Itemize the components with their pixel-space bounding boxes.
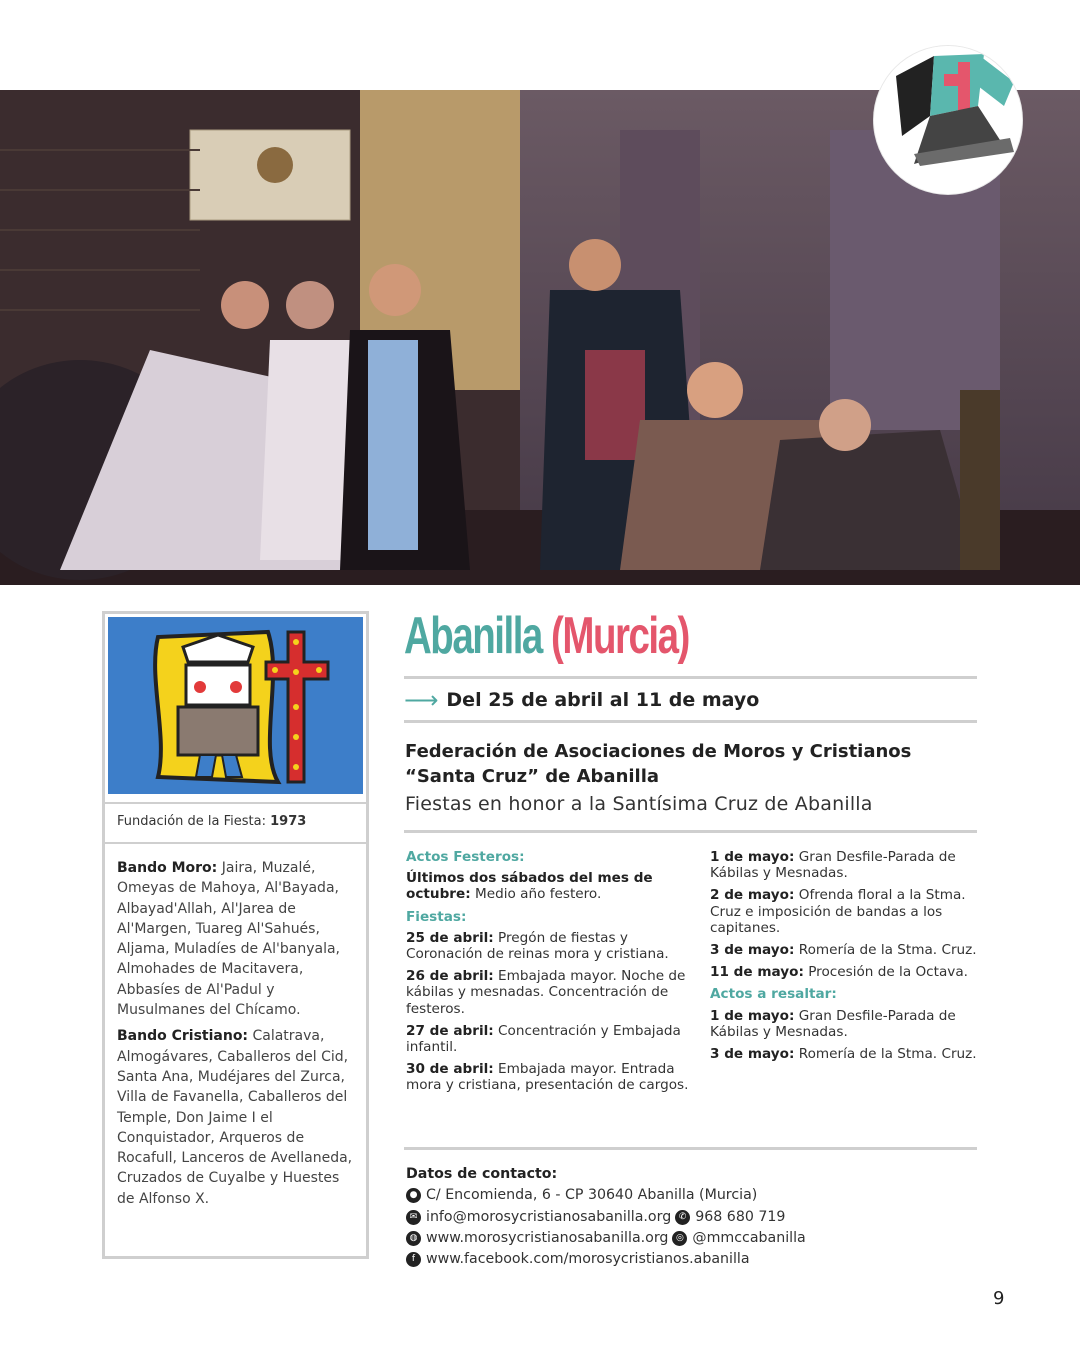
divider xyxy=(404,676,977,679)
address-text: C/ Encomienda, 6 - CP 30640 Abanilla (Murcia) xyxy=(426,1187,758,1204)
contact-section xyxy=(406,1164,981,1270)
foundation-year-value: 1973 xyxy=(270,814,307,829)
item-text: Procesión de la Octava. xyxy=(803,964,968,981)
item-text: Romería de la Stma. Cruz. xyxy=(794,1046,977,1063)
bando-moro xyxy=(117,858,357,1020)
list-item xyxy=(710,942,980,958)
email-link[interactable]: info@morosycristianosabanilla.org xyxy=(426,1208,672,1225)
website-link[interactable]: www.morosycristianosabanilla.org xyxy=(426,1229,669,1246)
item-text: Concentración y Embajada infantil. xyxy=(406,1022,681,1056)
list-item xyxy=(406,1061,696,1093)
list-item xyxy=(406,930,696,962)
contact-facebook xyxy=(406,1249,981,1270)
bandos-list xyxy=(117,858,357,1215)
item-date: 3 de mayo: xyxy=(710,1046,795,1063)
bando-cristiano xyxy=(117,1026,357,1209)
contact-address xyxy=(406,1185,981,1206)
list-item xyxy=(710,1046,980,1062)
list-item xyxy=(406,1023,696,1055)
bando-moro-label: Bando Moro: xyxy=(117,860,218,876)
section-fiestas: Fiestas: xyxy=(406,908,467,925)
foundation-label: Fundación de la Fiesta: xyxy=(117,814,266,829)
section-actos-festeros: Actos Festeros: xyxy=(406,849,525,865)
item-text: Pregón de fiestas y Coronación de reinas mora y cristiana. xyxy=(406,929,669,963)
contact-email-phone xyxy=(406,1207,981,1228)
program-column-left xyxy=(406,849,696,1100)
instagram-link[interactable]: @mmccabanilla xyxy=(692,1229,806,1246)
dates-text: Del 25 de abril al 11 de mayo xyxy=(446,689,760,711)
contact-web-instagram xyxy=(406,1228,981,1249)
program-column-right xyxy=(710,849,980,1068)
globe-icon: ◍ xyxy=(406,1231,421,1246)
title-region: (Murcia) xyxy=(551,607,689,665)
email-icon: ✉ xyxy=(406,1210,421,1225)
list-item xyxy=(710,1008,980,1040)
item-date: 27 de abril: xyxy=(406,1022,494,1039)
list-item xyxy=(406,968,696,1017)
item-date: Últimos dos sábados del mes de octubre: xyxy=(406,870,653,903)
facebook-link[interactable]: www.facebook.com/morosycristianos.abanilla xyxy=(426,1251,750,1268)
divider xyxy=(404,830,977,833)
item-date: 11 de mayo: xyxy=(710,964,804,981)
item-text: Embajada mayor. Entrada mora y cristiana, presentación de cargos. xyxy=(406,1061,689,1094)
facebook-icon: f xyxy=(406,1252,421,1267)
organization-name: Federación de Asociaciones de Moros y Cristianos “Santa Cruz” de Abanilla xyxy=(405,741,912,787)
divider xyxy=(404,1147,977,1150)
item-date: 3 de mayo: xyxy=(710,942,795,959)
contact-heading: Datos de contacto: xyxy=(406,1166,558,1182)
item-date: 1 de mayo: xyxy=(710,849,795,865)
arrow-right-icon: ⟶ xyxy=(404,686,439,714)
item-text: Embajada mayor. Noche de kábilas y mesnadas. Concentración de festeros. xyxy=(406,968,686,1017)
bando-cristiano-text: Calatrava, Almogávares, Caballeros del Cid, Santa Ana, Mudéjares del Zurca, Villa de Favanella, Caballeros del Temple, Don Jaime I el Conquistador, Arqueros de Rocafull, Lanceros de Avellaneda, Cruzados de Cuyalbe y Huestes de Alfonso X. xyxy=(117,1028,353,1207)
page-title xyxy=(404,606,689,676)
list-item xyxy=(710,964,980,980)
bando-moro-text: Jaira, Muzalé, Omeyas de Mahoya, Al'Bayada, Albayad'Allah, Al'Jarea de Al'Margen, Tuareg Al'Sahués, Aljama, Muladíes de Al'banyala, Almohades de Macitavera, Abbasíes de Al'Padul y Musulmanes del Chícamo. xyxy=(117,860,340,1019)
item-date: 25 de abril: xyxy=(406,929,494,946)
item-text: Romería de la Stma. Cruz. xyxy=(794,942,977,959)
item-date: 1 de mayo: xyxy=(710,1007,795,1024)
item-date: 30 de abril: xyxy=(406,1061,494,1078)
phone-text[interactable]: 968 680 719 xyxy=(695,1208,786,1225)
location-pin-icon: ● xyxy=(406,1188,421,1203)
santa-cruz-festival-emblem-icon xyxy=(108,617,363,794)
divider xyxy=(404,720,977,723)
item-date: 26 de abril: xyxy=(406,968,494,985)
list-item xyxy=(710,849,980,881)
item-text: Ofrenda floral a la Stma. Cruz e imposición de bandas a los capitanes. xyxy=(710,887,966,936)
page-number: 9 xyxy=(993,1288,1005,1309)
title-town: Abanilla xyxy=(404,607,552,665)
festival-info-card xyxy=(102,611,369,1259)
bando-cristiano-label: Bando Cristiano: xyxy=(117,1028,249,1045)
item-text: Gran Desfile-Parada de Kábilas y Mesnadas. xyxy=(710,849,956,882)
section-actos-resaltar: Actos a resaltar: xyxy=(710,986,837,1003)
item-text: Gran Desfile-Parada de Kábilas y Mesnadas. xyxy=(710,1007,956,1040)
instagram-icon: ◎ xyxy=(672,1231,687,1246)
item-text: Medio año festero. xyxy=(470,886,602,903)
festival-dates xyxy=(404,686,759,714)
list-item xyxy=(710,887,980,936)
list-item xyxy=(406,870,696,902)
foundation-year xyxy=(105,802,366,844)
festival-dancer-badge-icon xyxy=(874,46,1022,194)
phone-icon: ✆ xyxy=(675,1210,690,1225)
festival-honor: Fiestas en honor a la Santísima Cruz de Abanilla xyxy=(405,793,873,815)
item-date: 2 de mayo: xyxy=(710,887,795,904)
